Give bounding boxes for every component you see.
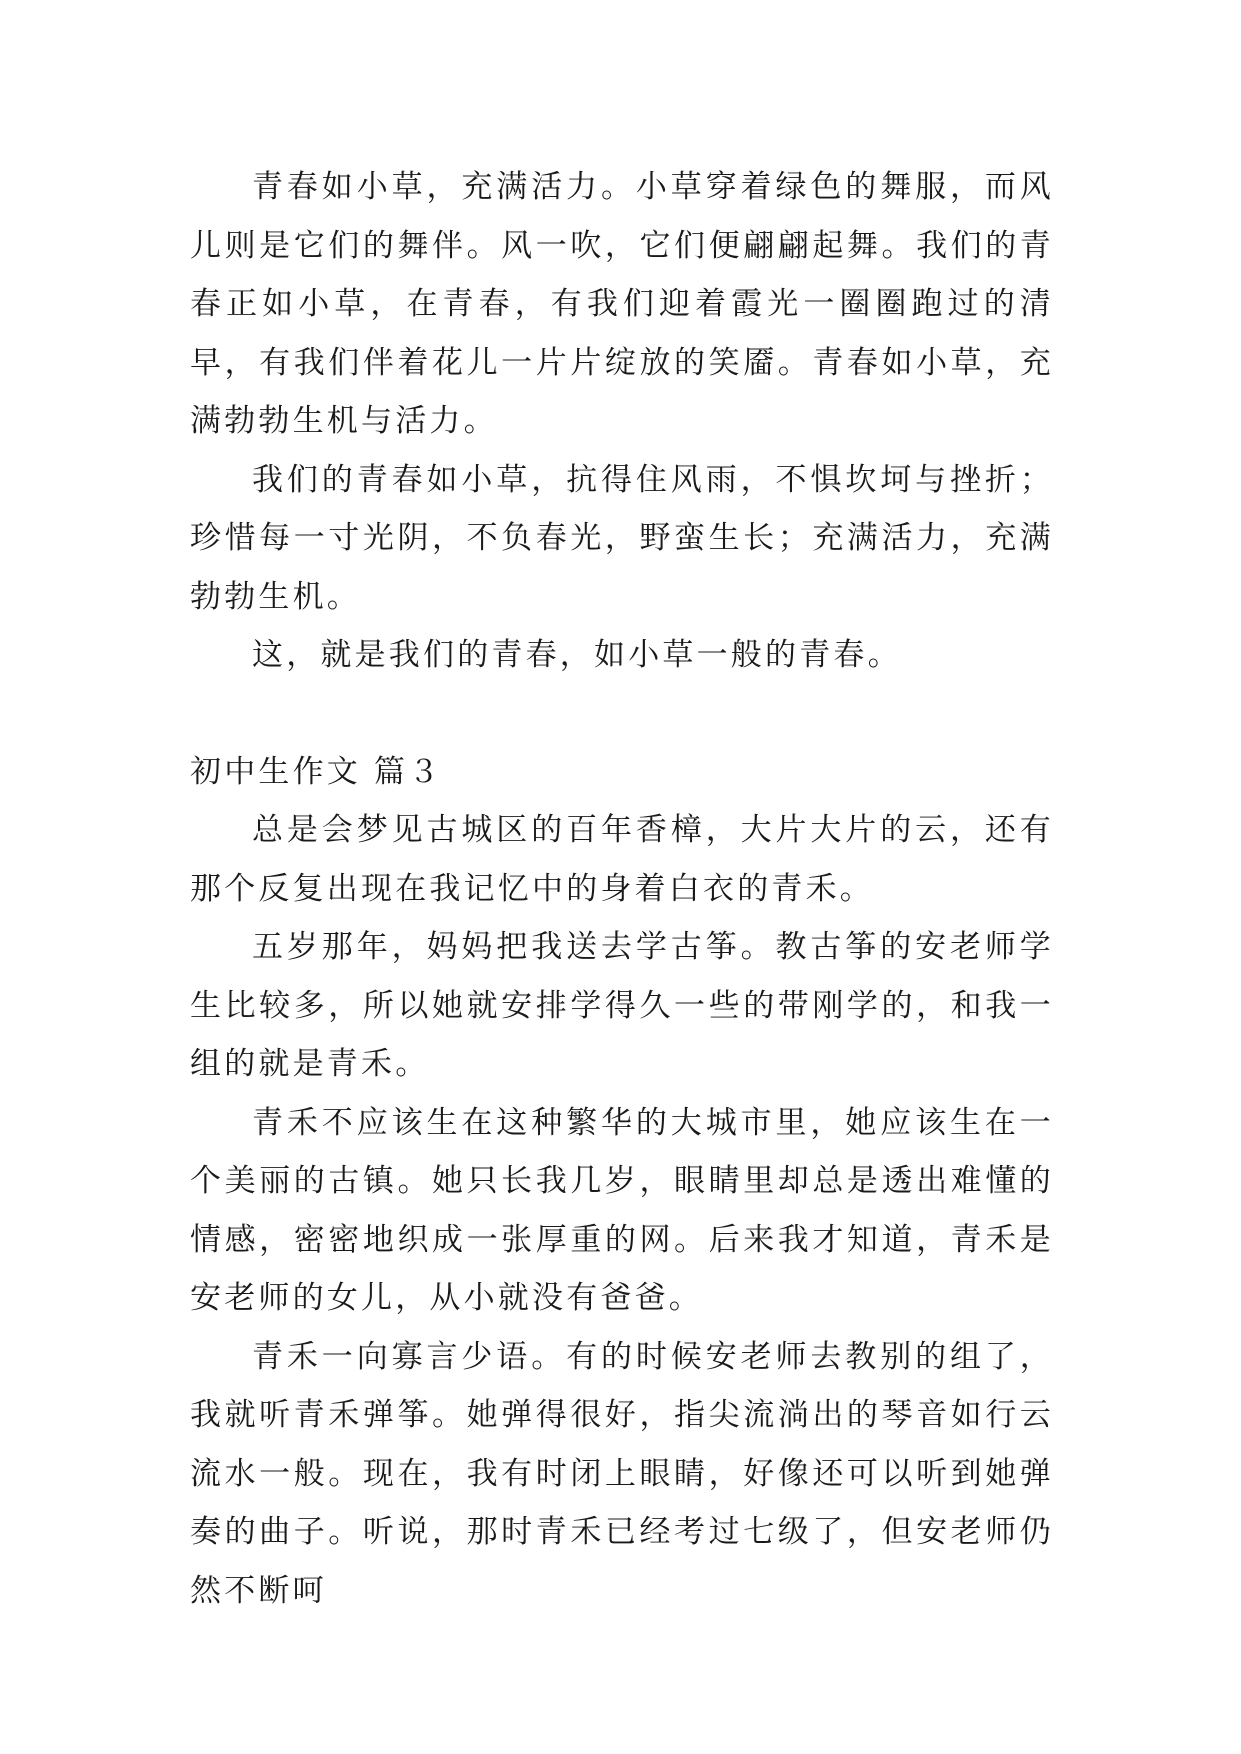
paragraph: 青禾不应该生在这种繁华的大城市里，她应该生在一个美丽的古镇。她只长我几岁，眼睛里却总是透出难懂的情感，密密地织成一张厚重的网。后来我才知道，青禾是安老师的女儿，从小就没有爸爸。 [190,1104,1054,1316]
paragraph: 青禾一向寡言少语。有的时候安老师去教别的组了，我就听青禾弹筝。她弹得很好，指尖流淌出的琴音如行云流水一般。现在，我有时闭上眼睛，好像还可以听到她弹奏的曲子。听说，那时青禾已经考过七级了，但安老师仍然不断呵 [190,1338,1054,1609]
section-heading: 初中生作文 篇３ [190,753,443,790]
paragraph: 五岁那年，妈妈把我送去学古筝。教古筝的安老师学生比较多，所以她就安排学得久一些的带刚学的，和我一组的就是青禾。 [190,929,1054,1082]
paragraph: 青春如小草，充满活力。小草穿着绿色的舞服，而风儿则是它们的舞伴。风一吹，它们便翩翩起舞。我们的青春正如小草，在青春，有我们迎着霞光一圈圈跑过的清早，有我们伴着花儿一片片绽放的笑靥。青春如小草，充满勃勃生机与活力。 [190,169,1054,439]
paragraph: 我们的青春如小草，抗得住风雨，不惧坎坷与挫折；珍惜每一寸光阴，不负春光，野蛮生长；充满活力，充满勃勃生机。 [190,461,1054,615]
paragraph: 总是会梦见古城区的百年香樟，大片大片的云，还有那个反复出现在我记忆中的身着白衣的青禾。 [190,812,1054,907]
section-spacer [190,685,1054,743]
document-body [190,158,1054,1620]
paragraph: 这，就是我们的青春，如小草一般的青春。 [252,637,902,673]
